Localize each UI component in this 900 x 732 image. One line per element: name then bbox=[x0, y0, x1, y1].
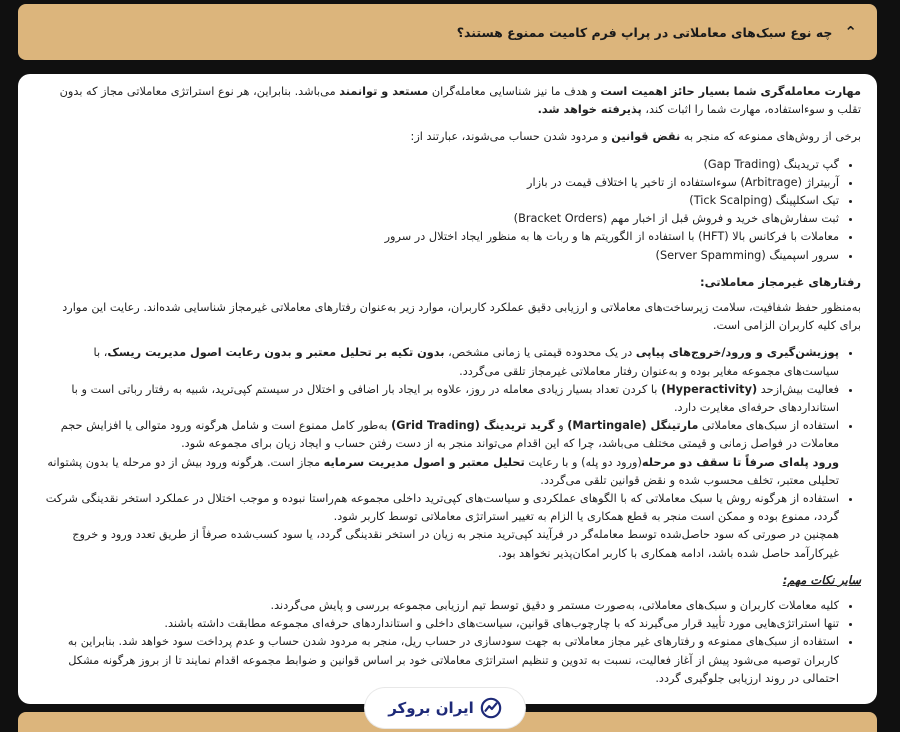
emphasis-text: بدون تکیه بر تحلیل معتبر و بدون رعایت اصول مدیریت ریسک bbox=[107, 346, 445, 360]
body-text: در یک محدوده قیمتی یا زمانی مشخص، bbox=[444, 346, 636, 360]
brand-logo bbox=[365, 688, 525, 728]
emphasis-text: تحلیل معتبر و اصول مدیریت سرمایه bbox=[323, 455, 525, 469]
emphasis-text: مارتینگل (Martingale) bbox=[567, 419, 699, 433]
body-text: مجاز است. هرگونه ورود بیش از دو مرحله یا بدون پشتوانه تحلیلی معتبر، تخلف محسوب شده و نقض قوانین تلقی می‌گردد. bbox=[47, 455, 839, 487]
body-text: فعالیت بیش‌ازحد bbox=[757, 382, 839, 396]
body-text: استفاده از هرگونه روش یا سبک معاملاتی که با الگوهای عملکردی و سیاست‌های کپی‌ترید داخلی مجموعه هم‌راستا نبوده و موجب اختلال در عملکرد استخر نقدینگی شرکت گردد، ممنوع بوده و ممکن است منجر به قطع همکاری یا الزام به تغییر استراتژی معاملاتی توسط کاربر شود. bbox=[45, 492, 839, 524]
emphasis-text: مهارت معامله‌گری شما بسیار حائز اهمیت است bbox=[600, 85, 861, 98]
emphasis-text: ورود پله‌ای صرفاً تا سقف دو مرحله bbox=[641, 455, 839, 469]
intro-paragraph bbox=[38, 83, 861, 119]
emphasis-text: پوزیشن‌گیری و ورود/خروج‌های پیاپی bbox=[635, 346, 839, 360]
body-text: و هدف ما نیز شناسایی معامله‌گران bbox=[428, 85, 601, 98]
brand-logo-text: ایران بروکر bbox=[388, 699, 474, 717]
body-text: و bbox=[554, 419, 568, 433]
body-text: همچنین در صورتی که سود حاصل‌شده توسط معامله‌گر در فرآیند کپی‌ترید منجر به زیان در استخر نقدینگی گردد، یا سود کسب‌شده صرفاً از طریق تعدد ورود و خروج غیرکارآمد حاصل شده باشد، ادامه همکاری با کاربر امکان‌پذیر نخواهد بود. bbox=[72, 528, 839, 560]
faq-question-header[interactable] bbox=[18, 4, 877, 60]
list-item: • آربیتراژ (Arbitrage) سوءاستفاده از تاخیر یا اختلاف قیمت در بازار bbox=[38, 174, 839, 192]
list-item: • تیک اسکلپینگ (Tick Scalping) bbox=[38, 192, 839, 210]
brand-mark-icon bbox=[480, 697, 502, 719]
list-item: • سرور اسپمینگ (Server Spamming) bbox=[38, 247, 839, 265]
body-text: با کردن تعداد بسیار زیادی معامله در روز، علاوه بر ایجاد بار اضافی و اختلال در سیستم کپی‌ترید، شبیه به رفتار رباتی است و با استانداردهای حرفه‌ای مغایرت دارد. bbox=[71, 382, 839, 415]
list-item bbox=[38, 381, 839, 417]
list-item: • تنها استراتژی‌هایی مورد تأیید قرار می‌گیرند که با چارچوب‌های قوانین، سیاست‌های داخلی و استانداردهای حرفه‌ای مجموعه مطابقت داشته باشند. bbox=[38, 615, 839, 633]
list-item: • استفاده از سبک‌های ممنوعه و رفتارهای غیر مجاز معاملاتی به جهت سودسازی در حساب ریل، منجر به مردود شدن حساب و عدم پرداخت سود خواهد شد. بنابراین به کاربران توصیه می‌شود پیش از آغاز فعالیت، نسبت به تدوین و تنظیم استراتژی معاملاتی خود بر اساس قوانین و ضوابط مجموعه اقدام نمایند تا از بروز هرگونه مشکل احتمالی در روند ارزیابی جلوگیری گردد. bbox=[38, 633, 839, 688]
faq-question-text: چه نوع سبک‌های معاملاتی در پراپ فرم کامیت ممنوع هستند؟ bbox=[456, 24, 833, 40]
section-title-notes: سایر نکات مهم: bbox=[782, 572, 861, 587]
unauthorized-behaviors-list bbox=[38, 344, 861, 562]
emphasis-text: پذیرفته خواهد شد. bbox=[537, 103, 642, 117]
body-text: (ورود دو پله) و با رعایت bbox=[524, 455, 642, 469]
body-text: ، با سیاست‌های مجموعه مغایر بوده و به‌عنوان رفتار معاملاتی غیرمجاز تلقی می‌گردد. bbox=[93, 346, 839, 378]
banned-methods-list bbox=[38, 156, 861, 265]
emphasis-text: گرید تریدینگ (Grid Trading) bbox=[391, 419, 555, 433]
banned-intro-paragraph bbox=[38, 128, 861, 146]
list-item: • معاملات با فرکانس بالا (HFT) با استفاده از الگوریتم ها و ربات ها به منظور ایجاد اختلال در سرور bbox=[38, 228, 839, 246]
emphasis-text: نقض قوانین bbox=[611, 130, 681, 144]
chevron-up-icon[interactable]: ⌃ bbox=[844, 23, 857, 41]
list-item bbox=[38, 417, 839, 490]
notes-list bbox=[38, 597, 861, 688]
section-paragraph: به‌منظور حفظ شفافیت، سلامت زیرساخت‌های معاملاتی و ارزیابی دقیق عملکرد کاربران، موارد زیر به‌عنوان رفتارهای معاملاتی غیرمجاز شناسایی شده‌اند. رعایت این موارد برای کلیه کاربران الزامی است. bbox=[62, 301, 861, 333]
section-title-unauthorized: رفتارهای غیرمجاز معاملاتی: bbox=[699, 274, 861, 289]
emphasis-text: (Hyperactivity) bbox=[661, 382, 758, 396]
list-item bbox=[38, 490, 839, 563]
body-text: استفاده از سبک‌های معاملاتی bbox=[698, 419, 839, 433]
body-text: و مردود شدن حساب می‌شوند، عبارتند از: bbox=[410, 130, 612, 144]
body-text: برخی از روش‌های ممنوعه که منجر به bbox=[680, 130, 861, 144]
list-item: • ثبت سفارش‌های خرید و فروش قبل از اخبار مهم (Bracket Orders) bbox=[38, 210, 839, 228]
list-item: • کلیه معاملات کاربران و سبک‌های معاملاتی، به‌صورت مستمر و دقیق توسط تیم ارزیابی مجموعه بررسی و پایش می‌گردند. bbox=[38, 597, 839, 615]
faq-answer-panel bbox=[18, 74, 877, 704]
list-item bbox=[38, 344, 839, 380]
emphasis-text: مستعد و توانمند bbox=[339, 85, 429, 98]
body-text: می‌باشد. بنابراین، هر نوع استراتژی معاملاتی مجاز که بدون تقلب و سوءاستفاده، مهارت شما را اثبات کند، bbox=[59, 85, 861, 117]
list-item: • گپ تریدینگ (Gap Trading) bbox=[38, 156, 839, 174]
body-text: به‌طور کامل ممنوع است و شامل هرگونه ورود متوالی یا افزایش حجم معاملات در فواصل زمانی و قیمتی مختلف می‌باشد، چرا که این اقدام می‌تواند منجر به از دست رفتن حساب و ایجاد زیان برای مجموعه شود. bbox=[60, 419, 839, 451]
